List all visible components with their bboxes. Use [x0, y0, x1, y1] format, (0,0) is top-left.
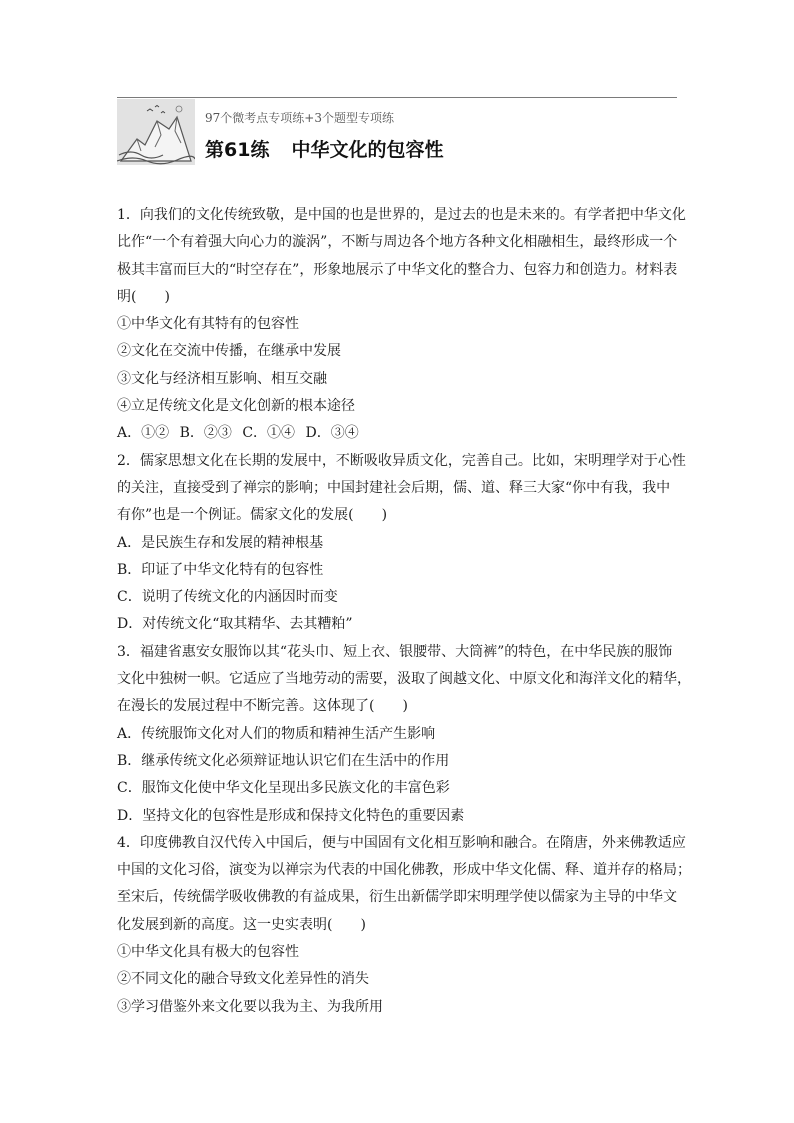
statement-item: ②文化在交流中传播，在继承中发展 [117, 343, 341, 360]
question-stem-line: 4．印度佛教自汉代传入中国后，便与中国固有文化相互影响和融合。在隋唐，外来佛教适应 [117, 834, 686, 851]
statement-item: ②不同文化的融合导致文化差异性的消失 [117, 971, 369, 988]
choice-a: A．是民族生存和发展的精神根基 [117, 534, 324, 551]
statement-item: ①中华文化具有极大的包容性 [117, 944, 299, 961]
choice-c: C．服饰文化使中华文化呈现出多民族文化的丰富色彩 [117, 780, 450, 797]
page-header [117, 97, 677, 167]
choice-b: B．继承传统文化必须辩证地认识它们在生活中的作用 [117, 752, 450, 769]
statement-item: ④立足传统文化是文化创新的根本途径 [117, 398, 355, 415]
question-list [117, 202, 691, 1021]
question-stem-line: 2．儒家思想文化在长期的发展中，不断吸收异质文化，完善自己。比如，宋明理学对于心性 [117, 452, 686, 469]
page-title [205, 135, 443, 162]
statement-item: ①中华文化有其特有的包容性 [117, 316, 299, 333]
choice-b: B．印证了中华文化特有的包容性 [117, 561, 324, 578]
question-stem-line: 文化中独树一帜。它适应了当地劳动的需要，汲取了闽越文化、中原文化和海洋文化的精华， [117, 671, 691, 688]
question-stem-line: 有你”也是一个例证。儒家文化的发展( ) [117, 507, 388, 524]
question-stem-line: 在漫长的发展过程中不断完善。这体现了( ) [117, 698, 408, 715]
header-rule [117, 97, 677, 98]
choice-a: A．传统服饰文化对人们的物质和精神生活产生影响 [117, 725, 436, 742]
question-stem-line: 1．向我们的文化传统致敬，是中国的也是世界的，是过去的也是未来的。有学者把中华文化 [117, 207, 686, 223]
question-4 [117, 830, 691, 1021]
question-stem-line: 至宋后，传统儒学吸收佛教的有益成果，衍生出新儒学即宋明理学使以儒家为主导的中华文 [117, 889, 677, 906]
choice-d: D．对传统文化“取其精华、去其糟粕” [117, 616, 353, 633]
answer-choices-row [117, 420, 683, 447]
choice-c: C．①④ [242, 425, 296, 442]
mountain-logo-icon [117, 99, 195, 165]
choice-b: B．②③ [179, 425, 232, 442]
choice-d: D．③④ [305, 425, 359, 442]
question-stem-line: 中国的文化习俗，演变为以禅宗为代表的中国化佛教，形成中华文化儒、释、道并存的格局； [117, 862, 691, 879]
question-stem-line: 化发展到新的高度。这一史实表明( ) [117, 916, 366, 933]
question-stem-line: 的关注，直接受到了禅宗的影响；中国封建社会后期，儒、道、释三大家“你中有我，我中 [117, 479, 671, 496]
choice-c: C．说明了传统文化的内涵因时而变 [117, 589, 338, 606]
question-stem-line: 极其丰富而巨大的“时空存在”，形象地展示了中华文化的整合力、包容力和创造力。材料表 [117, 261, 678, 278]
statement-item: ③文化与经济相互影响、相互交融 [117, 370, 327, 387]
lesson-title: 中华文化的包容性 [291, 139, 444, 161]
question-stem-line: 比作“一个有着强大向心力的漩涡”，不断与周边各个地方各种文化相融相生，最终形成一个 [117, 234, 678, 251]
question-stem-line: 明( ) [117, 288, 170, 305]
question-3 [117, 639, 691, 830]
lesson-number: 第61练 [205, 139, 270, 161]
question-2 [117, 448, 686, 639]
question-stem-line: 3．福建省惠安女服饰以其“花头巾、短上衣、银腰带、大筒裤”的特色，在中华民族的服饰 [117, 643, 673, 660]
choice-a: A．①② [117, 425, 170, 442]
question-1 [117, 202, 686, 448]
header-subtitle: 97个微考点专项练+3个题型专项练 [205, 111, 394, 125]
statement-item: ③学习借鉴外来文化要以我为主、为我所用 [117, 998, 383, 1015]
choice-d: D．坚持文化的包容性是形成和保持文化特色的重要因素 [117, 807, 465, 824]
